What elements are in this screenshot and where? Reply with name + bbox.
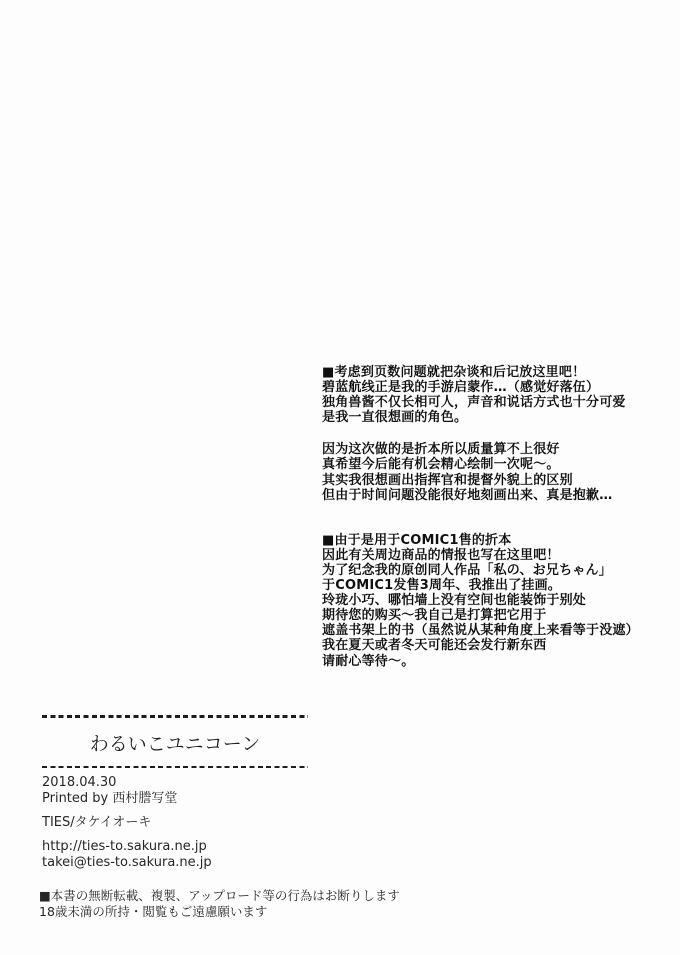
release-date: 2018.04.30 bbox=[42, 775, 117, 791]
text-line: 为了纪念我的原创同人作品「私の、お兄ちゃん」 bbox=[322, 562, 612, 578]
afterword-paragraph-2 bbox=[322, 442, 639, 502]
spacer bbox=[42, 831, 308, 839]
afterword-paragraph-1 bbox=[322, 365, 639, 425]
circle-name: TIES/タケイオーキ bbox=[42, 815, 152, 831]
disclaimer-line-1: ■本書の無断転載、複製、アップロード等の行為はお断りします bbox=[39, 888, 400, 903]
text-line: 于COMIC1发售3周年、我推出了挂画。 bbox=[322, 578, 561, 594]
afterword-paragraph-3 bbox=[322, 533, 639, 669]
text-line: 因为这次做的是折本所以质量算不上很好 bbox=[322, 442, 560, 458]
text-line: ■由于是用于COMIC1售的折本 bbox=[322, 532, 512, 548]
disclaimer-line-2: 18歳未満の所持・閲覧もご遠慮願います bbox=[39, 904, 268, 919]
website-url: http://ties-to.sakura.ne.jp bbox=[42, 839, 207, 855]
text-line: 其实我很想画出指挥官和提督外貌上的区别 bbox=[322, 472, 573, 488]
divider-dashed-bottom bbox=[42, 766, 308, 769]
doujin-title: わるいこユニコーン bbox=[89, 732, 261, 755]
text-line: 期待您的购买〜我自己是打算把它用于 bbox=[322, 608, 547, 624]
colophon-block bbox=[42, 715, 308, 871]
text-line: 是我一直很想画的角色。 bbox=[322, 410, 468, 426]
text-line: 但由于时间问题没能很好地刻画出来、真是抱歉… bbox=[322, 487, 613, 503]
text-line: ■考虑到页数问题就把杂谈和后记放这里吧！ bbox=[322, 365, 586, 380]
text-line: 真希望今后能有机会精心绘制一次呢〜。 bbox=[322, 457, 560, 473]
printer-credit: Printed by 西村謄写堂 bbox=[42, 791, 178, 807]
email-address: takei@ties-to.sakura.ne.jp bbox=[42, 855, 212, 871]
text-line: 因此有关周边商品的情报也写在这里吧！ bbox=[322, 547, 560, 563]
text-line: 请耐心等待〜。 bbox=[322, 653, 415, 669]
text-line: 玲珑小巧、哪怕墙上没有空间也能装饰于别处 bbox=[322, 593, 587, 609]
colophon-info bbox=[42, 775, 308, 871]
spacer bbox=[42, 807, 308, 815]
text-line: 遮盖书架上的书（虽然说从某种角度上来看等于没遮） bbox=[322, 623, 639, 639]
text-line: 碧蓝航线正是我的手游启蒙作…（感觉好落伍） bbox=[322, 380, 600, 396]
divider-dashed-top bbox=[42, 715, 308, 718]
afterword-text-block bbox=[322, 365, 639, 669]
disclaimer-block bbox=[39, 888, 400, 920]
text-line: 我在夏天或者冬天可能还会发行新东西 bbox=[322, 638, 547, 654]
text-line: 独角兽酱不仅长相可人，声音和说话方式也十分可爱 bbox=[322, 395, 626, 411]
